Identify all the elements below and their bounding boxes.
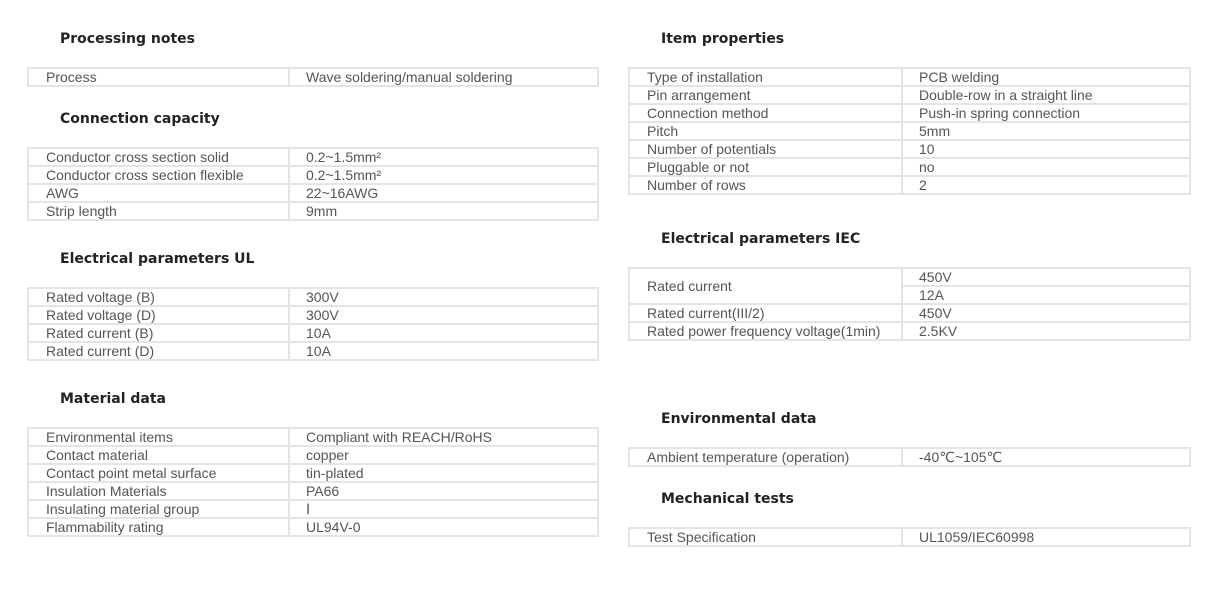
row-label: AWG <box>28 184 289 202</box>
item-properties-heading: Item properties <box>661 31 785 47</box>
table-row <box>28 184 598 202</box>
table-row <box>629 528 1190 546</box>
table-row <box>629 86 1190 104</box>
material-data-heading: Material data <box>60 391 166 407</box>
row-value: 22~16AWG <box>289 184 598 202</box>
table-row <box>629 122 1190 140</box>
table-row <box>629 140 1190 158</box>
row-label: Insulating material group <box>28 500 289 518</box>
row-value: PA66 <box>289 482 598 500</box>
mechanical-tests-table <box>628 527 1191 547</box>
processing-notes-heading: Processing notes <box>60 31 196 47</box>
row-value: UL94V-0 <box>289 518 598 536</box>
row-label: Pluggable or not <box>629 158 902 176</box>
row-value: 5mm <box>902 122 1190 140</box>
connection-capacity-table <box>27 147 599 221</box>
row-value: Compliant with REACH/RoHS <box>289 428 598 446</box>
table-row <box>28 464 598 482</box>
row-label: Connection method <box>629 104 902 122</box>
row-value: 10A <box>289 342 598 360</box>
row-label: Test Specification <box>629 528 902 546</box>
row-value: 9mm <box>289 202 598 220</box>
table-row <box>28 342 598 360</box>
row-label: Flammability rating <box>28 518 289 536</box>
table-row <box>629 176 1190 194</box>
row-label: Conductor cross section flexible <box>28 166 289 184</box>
row-value: Double-row in a straight line <box>902 86 1190 104</box>
table-row <box>28 446 598 464</box>
table-row <box>629 68 1190 86</box>
table-row <box>28 148 598 166</box>
row-value: 12A <box>902 286 1190 304</box>
row-value: copper <box>289 446 598 464</box>
material-data-table <box>27 427 599 537</box>
connection-capacity-heading: Connection capacity <box>60 111 220 127</box>
table-row <box>28 518 598 536</box>
row-value: 10A <box>289 324 598 342</box>
electrical-iec-table <box>628 267 1191 341</box>
row-value: 300V <box>289 306 598 324</box>
table-row <box>28 288 598 306</box>
row-value: tin-plated <box>289 464 598 482</box>
row-label: Insulation Materials <box>28 482 289 500</box>
row-label: Pitch <box>629 122 902 140</box>
row-value: 450V <box>902 304 1190 322</box>
table-row <box>28 202 598 220</box>
table-row <box>629 158 1190 176</box>
row-label: Number of rows <box>629 176 902 194</box>
row-label: Rated current <box>629 268 902 304</box>
row-label: Strip length <box>28 202 289 220</box>
row-label: Contact material <box>28 446 289 464</box>
table-row <box>629 322 1190 340</box>
row-label: Pin arrangement <box>629 86 902 104</box>
row-label: Rated voltage (B) <box>28 288 289 306</box>
table-row <box>28 68 598 86</box>
row-value: no <box>902 158 1190 176</box>
processing-notes-table <box>27 67 599 87</box>
table-row <box>28 166 598 184</box>
table-row <box>28 428 598 446</box>
table-row <box>28 324 598 342</box>
table-row <box>629 448 1190 466</box>
table-row <box>28 500 598 518</box>
row-label: Ambient temperature (operation) <box>629 448 902 466</box>
electrical-iec-heading: Electrical parameters IEC <box>661 231 861 247</box>
table-row <box>629 268 1190 286</box>
row-label: Conductor cross section solid <box>28 148 289 166</box>
row-value: 0.2~1.5mm² <box>289 166 598 184</box>
electrical-ul-table <box>27 287 599 361</box>
row-value: 300V <box>289 288 598 306</box>
row-label: Rated power frequency voltage(1min) <box>629 322 902 340</box>
item-properties-table <box>628 67 1191 195</box>
environmental-data-heading: Environmental data <box>661 411 817 427</box>
table-row <box>629 304 1190 322</box>
row-label: Environmental items <box>28 428 289 446</box>
table-row <box>629 104 1190 122</box>
row-value: 0.2~1.5mm² <box>289 148 598 166</box>
row-value: -40℃~105℃ <box>902 448 1190 466</box>
row-label: Rated current(III/2) <box>629 304 902 322</box>
row-label: Type of installation <box>629 68 902 86</box>
row-label: Process <box>28 68 289 86</box>
row-value: Ⅰ <box>289 500 598 518</box>
row-value: PCB welding <box>902 68 1190 86</box>
row-value: 2.5KV <box>902 322 1190 340</box>
row-label: Number of potentials <box>629 140 902 158</box>
row-value: 10 <box>902 140 1190 158</box>
row-label: Rated voltage (D) <box>28 306 289 324</box>
table-row <box>28 482 598 500</box>
mechanical-tests-heading: Mechanical tests <box>661 491 794 507</box>
row-value: UL1059/IEC60998 <box>902 528 1190 546</box>
row-value: Push-in spring connection <box>902 104 1190 122</box>
row-label: Contact point metal surface <box>28 464 289 482</box>
electrical-ul-heading: Electrical parameters UL <box>60 251 255 267</box>
table-row <box>28 306 598 324</box>
row-value: Wave soldering/manual soldering <box>289 68 598 86</box>
row-label: Rated current (B) <box>28 324 289 342</box>
row-value: 450V <box>902 268 1190 286</box>
row-value: 2 <box>902 176 1190 194</box>
environmental-data-table <box>628 447 1191 467</box>
row-label: Rated current (D) <box>28 342 289 360</box>
